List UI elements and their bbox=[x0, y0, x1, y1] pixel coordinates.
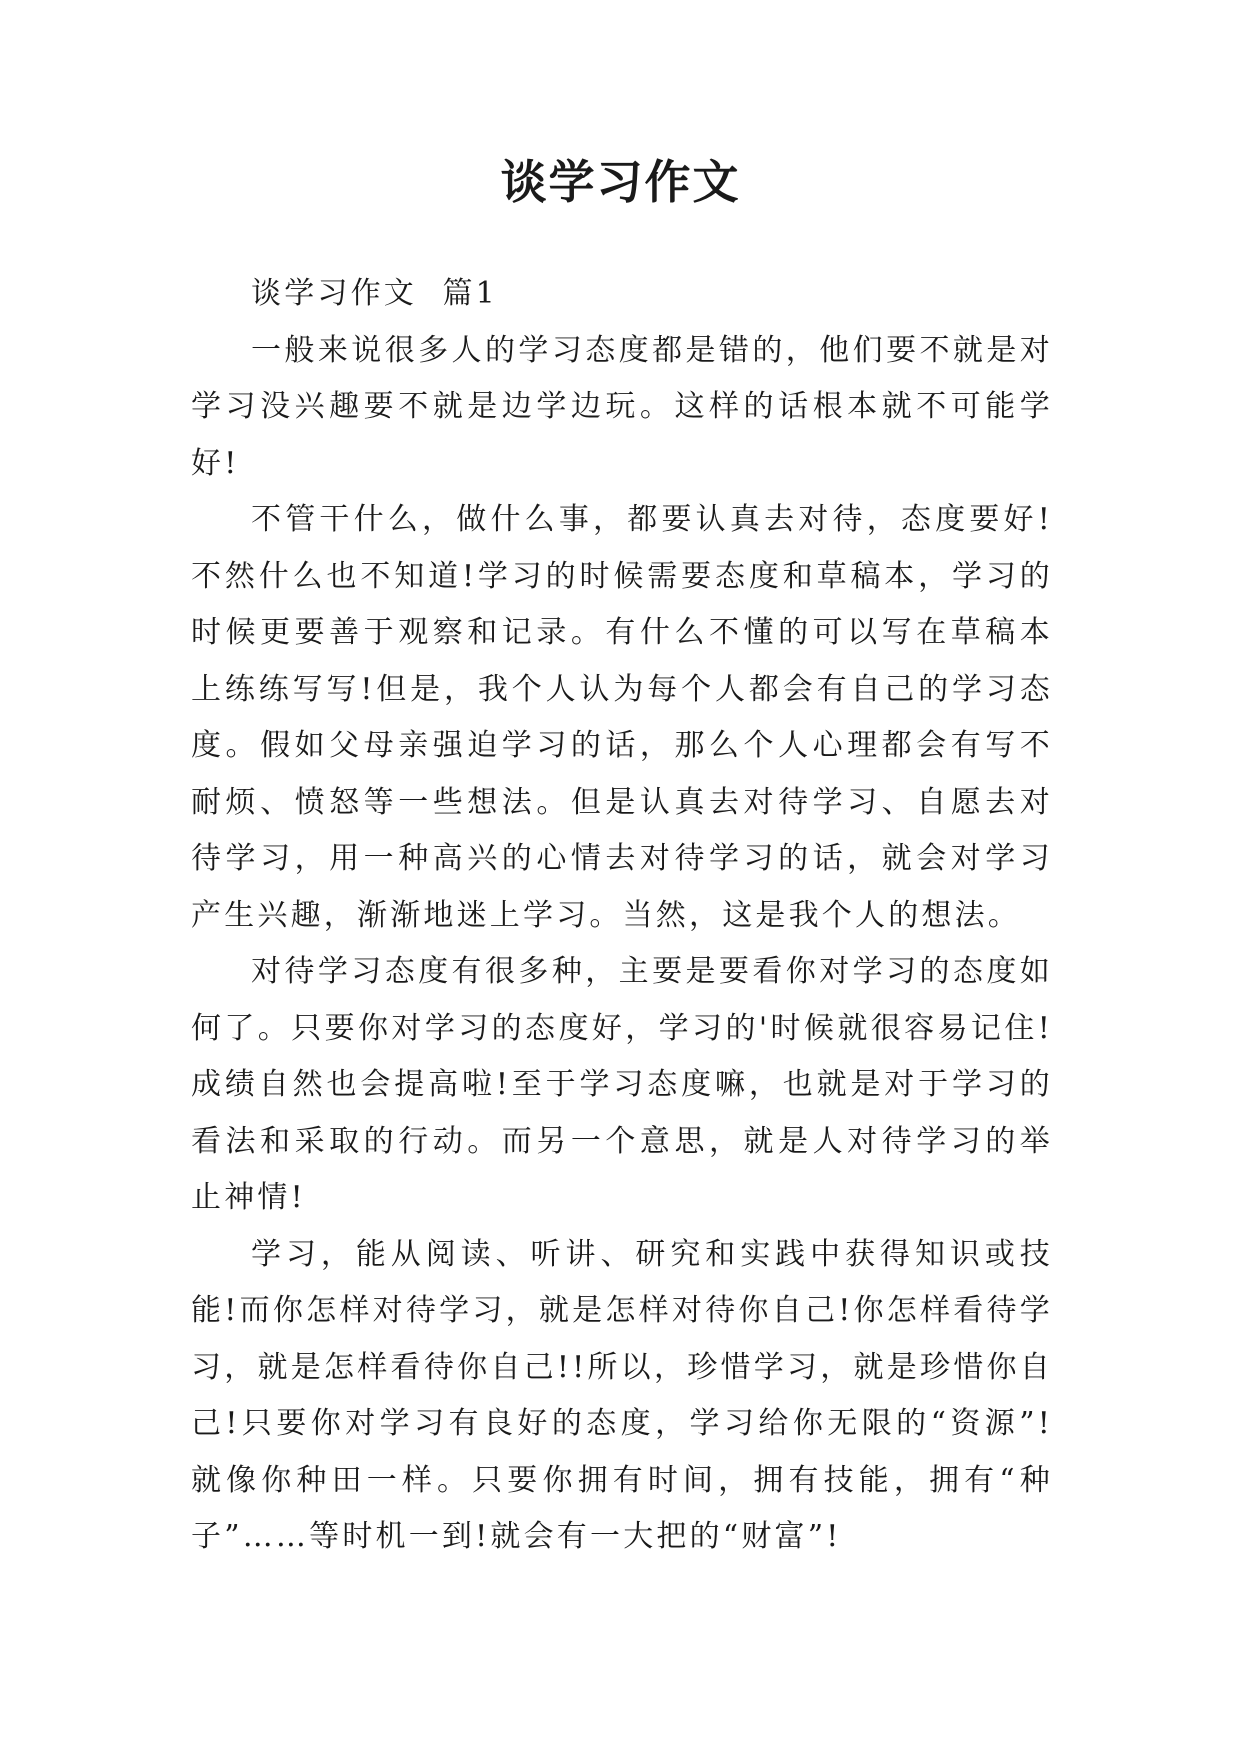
paragraph-2: 不管干什么，做什么事，都要认真去对待，态度要好!不然什么也不知道!学习的时候需要态度和草稿本，学习的时候更要善于观察和记录。有什么不懂的可以写在草稿本上练练写写!但是，我个人认为每个人都会有自己的学习态度。假如父母亲强迫学习的话，那么个人心理都会有写不耐烦、愤怒等一些想法。但是认真去对待学习、自愿去对待学习，用一种高兴的心情去对待学习的话，就会对学习产生兴趣，渐渐地迷上学习。当然，这是我个人的想法。 bbox=[191, 502, 1053, 933]
document-body bbox=[191, 266, 1053, 1566]
paragraph-3: 对待学习态度有很多种，主要是要看你对学习的态度如何了。只要你对学习的态度好，学习的'时候就很容易记住!成绩自然也会提高啦!至于学习态度嘛，也就是对于学习的看法和采取的行动。而另一个意思，就是人对待学习的举止神情! bbox=[191, 954, 1053, 1215]
paragraph-1: 一般来说很多人的学习态度都是错的，他们要不就是对学习没兴趣要不就是边学边玩。这样的话根本就不可能学好! bbox=[191, 332, 1053, 481]
document-title: 谈学习作文 bbox=[500, 155, 741, 209]
essay-heading: 谈学习作文 篇1 bbox=[251, 276, 498, 311]
paragraph-4: 学习，能从阅读、听讲、研究和实践中获得知识或技能!而你怎样对待学习，就是怎样对待你自己!你怎样看待学习，就是怎样看待你自己!!所以，珍惜学习，就是珍惜你自己!只要你对学习有良好的态度，学习给你无限的“资源”!就像你种田一样。只要你拥有时间，拥有技能，拥有“种子”……等时机一到!就会有一大把的“财富”! bbox=[191, 1236, 1053, 1554]
